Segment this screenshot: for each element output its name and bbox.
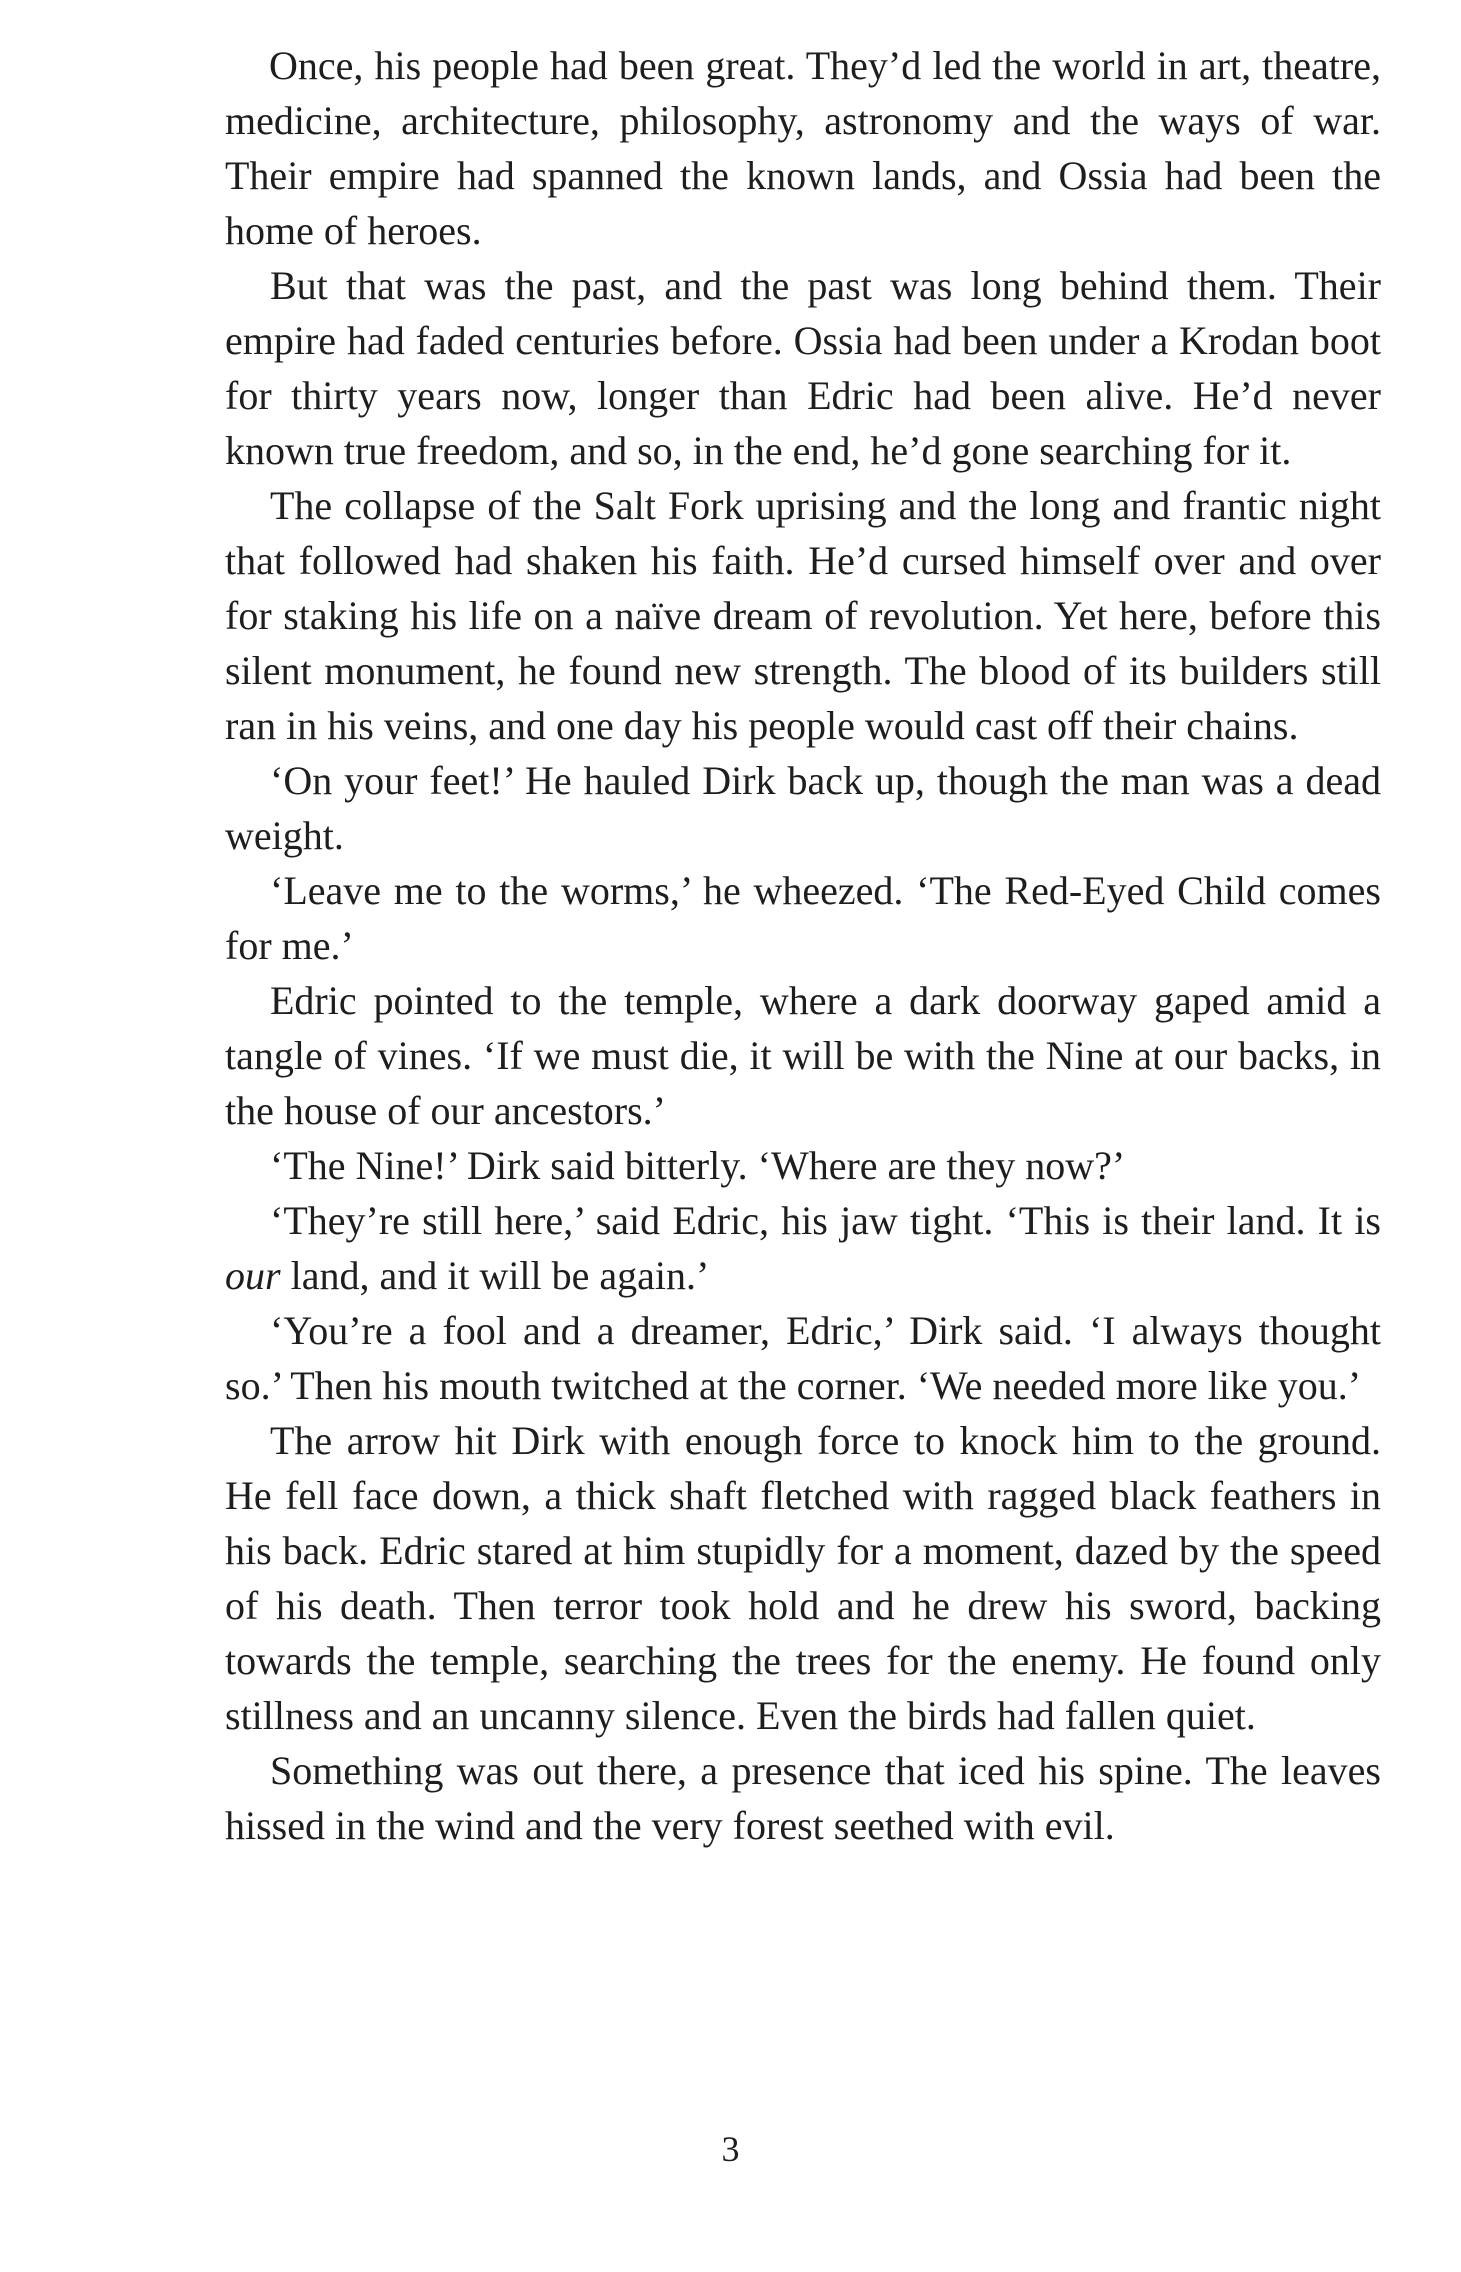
- paragraph: Once, his people had been great. They’d led the world in art, theatre, medicine, architecture, philosophy, astronomy and the ways of war. Their empire had spanned the known lands, and Ossia had been the home of heroes.: [225, 43, 1381, 253]
- paragraph-with-emphasis: [225, 1193, 1381, 1303]
- paragraph: ‘The Nine!’ Dirk said bitterly. ‘Where are they now?’: [270, 1143, 1126, 1188]
- paragraph: ‘On your feet!’ He hauled Dirk back up, though the man was a dead weight.: [225, 758, 1381, 858]
- paragraph: Edric pointed to the temple, where a dark doorway gaped amid a tangle of vines. ‘If we must die, it will be with the Nine at our backs, in the house of our ancestors.’: [225, 978, 1381, 1133]
- paragraph: ‘Leave me to the worms,’ he wheezed. ‘The Red-Eyed Child comes for me.’: [225, 868, 1381, 968]
- paragraph: But that was the past, and the past was long behind them. Their empire had faded centuries before. Ossia had been under a Krodan boot for thirty years now, longer than Edric had been alive. He’d never known true freedom, and so, in the end, he’d gone searching for it.: [225, 263, 1381, 473]
- paragraph-text: land, and it will be again.’: [280, 1253, 710, 1298]
- paragraph-text: ‘They’re still here,’ said Edric, his jaw tight. ‘This is their land. It is: [270, 1198, 1381, 1243]
- body-text: [225, 38, 1381, 1853]
- paragraph: The arrow hit Dirk with enough force to knock him to the ground. He fell face down, a thick shaft fletched with ragged black feathers in his back. Edric stared at him stupidly for a moment, dazed by the speed of his death. Then terror took hold and he drew his sword, backing towards the temple, searching the trees for the enemy. He found only stillness and an uncanny silence. Even the birds had fallen quiet.: [225, 1418, 1381, 1738]
- page-number: 3: [721, 2129, 740, 2169]
- emphasized-word: our: [225, 1253, 281, 1298]
- paragraph: ‘You’re a fool and a dreamer, Edric,’ Dirk said. ‘I always thought so.’ Then his mouth twitched at the corner. ‘We needed more like you.’: [225, 1308, 1381, 1408]
- paragraph: The collapse of the Salt Fork uprising and the long and frantic night that followed had shaken his faith. He’d cursed himself over and over for staking his life on a naïve dream of revolution. Yet here, before this silent monument, he found new strength. The blood of its builders still ran in his veins, and one day his people would cast off their chains.: [225, 483, 1381, 748]
- paragraph: Something was out there, a presence that iced his spine. The leaves hissed in the wind and the very forest seethed with evil.: [225, 1748, 1381, 1848]
